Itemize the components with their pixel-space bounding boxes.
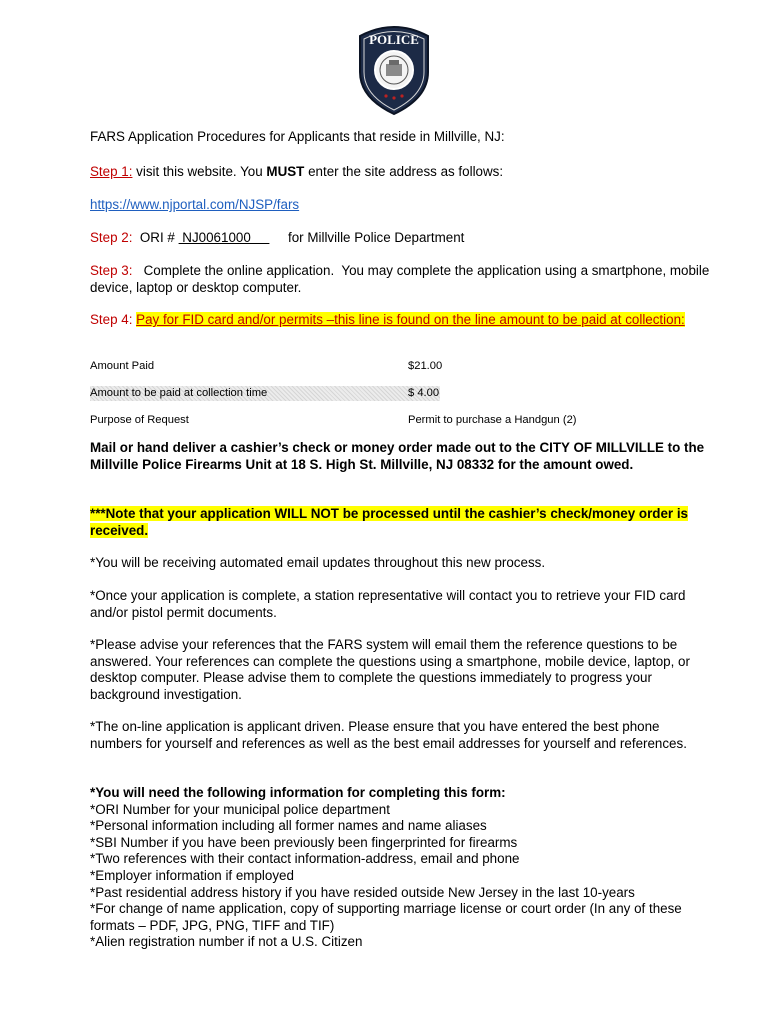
step-3-label: Step 3: bbox=[90, 263, 133, 278]
list-item: *ORI Number for your municipal police department bbox=[90, 801, 390, 817]
paragraph: *Once your application is complete, a station representative will contact you to retrieve your FID card and/or pistol permit documents. bbox=[90, 588, 686, 620]
step-1 bbox=[90, 164, 710, 181]
table-row bbox=[90, 359, 450, 374]
mail-notice: Mail or hand deliver a cashier’s check or money order made out to the CITY OF MILLVILLE to the Millville Police Firearms Unit at 18 S. High St. Millville, NJ 08332 for the amount owed. bbox=[90, 440, 705, 472]
step-2-ori-prefix: ORI # bbox=[132, 230, 179, 245]
paragraph: *You will be receiving automated email updates throughout this new process. bbox=[90, 555, 546, 570]
list-item: *Employer information if employed bbox=[90, 867, 294, 883]
paragraph: *The on-line application is applicant driven. Please ensure that you have entered the best phone numbers for yourself and references as well as the best email addresses for yourself and references. bbox=[90, 719, 687, 751]
step-1-text-a: visit this website. You bbox=[132, 164, 267, 179]
list-item: *Past residential address history if you have resided outside New Jersey in the last 10-years bbox=[90, 884, 635, 900]
step-3-text: Complete the online application. You may complete the application using a smartphone, mobile device, laptop or desktop computer. bbox=[90, 263, 714, 295]
police-badge-logo bbox=[354, 22, 434, 116]
step-3 bbox=[90, 263, 714, 296]
list-item: *SBI Number if you have been previously been fingerprinted for firearms bbox=[90, 834, 518, 850]
step-1-must: MUST bbox=[266, 164, 305, 179]
table-cell-value: Permit to purchase a Handgun (2) bbox=[408, 414, 577, 426]
table-cell-label: Amount Paid bbox=[90, 360, 155, 372]
step-2 bbox=[90, 230, 710, 247]
list-item: *Two references with their contact information-address, email and phone bbox=[90, 851, 520, 867]
step-1-label: Step 1: bbox=[90, 164, 133, 179]
step-4 bbox=[90, 312, 710, 329]
paragraph: *Please advise your references that the FARS system will email them the reference questions to be answered. Your references can complete the questions using a smartphone, mobile device, laptop, or desktop computer. Please advise them to complete the questions immediately to progress your background investigation. bbox=[90, 637, 690, 702]
ori-number: NJ0061000 bbox=[178, 230, 270, 245]
requirements-list bbox=[90, 785, 710, 951]
step-2-label: Step 2: bbox=[90, 230, 133, 245]
table-row bbox=[90, 413, 577, 428]
table-cell-label: Amount to be paid at collection time bbox=[90, 387, 268, 399]
list-item: *Personal information including all former names and name aliases bbox=[90, 818, 487, 834]
processing-note bbox=[90, 506, 710, 539]
table-row bbox=[90, 386, 440, 401]
list-item: *Alien registration number if not a U.S. Citizen bbox=[90, 934, 363, 950]
fars-website-link[interactable]: https://www.njportal.com/NJSP/fars bbox=[90, 197, 300, 212]
page-heading: FARS Application Procedures for Applicants that reside in Millville, NJ: bbox=[90, 129, 505, 144]
step-4-text: Pay for FID card and/or permits –this line is found on the line amount to be paid at collection: bbox=[136, 312, 685, 327]
table-cell-label: Purpose of Request bbox=[90, 414, 189, 426]
requirements-title: *You will need the following information for completing this form: bbox=[90, 785, 506, 800]
step-1-text-b: enter the site address as follows: bbox=[304, 164, 504, 179]
badge-text: POLICE bbox=[369, 32, 419, 47]
step-2-text: for Millville Police Department bbox=[269, 230, 465, 245]
step-4-label: Step 4: bbox=[90, 312, 133, 327]
list-item: *For change of name application, copy of supporting marriage license or court order (In any of these formats – PDF, JPG, PNG, TIFF and TIF) bbox=[90, 901, 682, 933]
processing-note-text: ***Note that your application WILL NOT be processed until the cashier’s check/money order is received. bbox=[90, 506, 689, 538]
table-cell-value: $ 4.00 bbox=[408, 387, 440, 399]
table-cell-value: $21.00 bbox=[408, 360, 443, 372]
